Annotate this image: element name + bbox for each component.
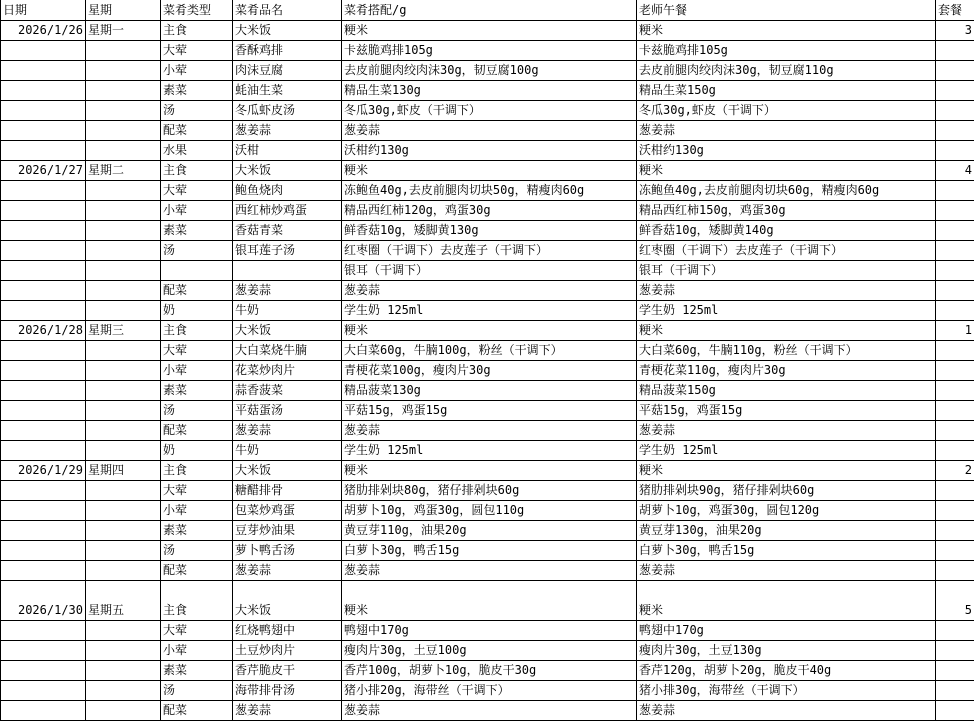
cell-dish-name[interactable]: 葱姜蒜	[233, 560, 342, 580]
cell-dish-type[interactable]: 水果	[161, 140, 233, 160]
cell-dish-type[interactable]: 大荤	[161, 480, 233, 500]
cell-date[interactable]	[1, 440, 86, 460]
cell-dish-name[interactable]	[233, 580, 342, 600]
cell-dish-name[interactable]: 西红柿炒鸡蛋	[233, 200, 342, 220]
table-row	[1, 140, 974, 160]
table-row	[1, 380, 974, 400]
cell-weekday[interactable]	[86, 120, 161, 140]
cell-set-meal[interactable]	[936, 340, 974, 360]
header-cell-dish-name[interactable]: 菜肴品名	[233, 0, 342, 20]
cell-dish-name[interactable]	[233, 260, 342, 280]
cell-date[interactable]	[1, 360, 86, 380]
cell-set-meal[interactable]	[936, 60, 974, 80]
table-row	[1, 320, 974, 340]
cell-dish-type[interactable]: 配菜	[161, 120, 233, 140]
table-row	[1, 700, 974, 720]
table-row	[1, 260, 974, 280]
cell-set-meal[interactable]	[936, 540, 974, 560]
cell-teacher-lunch[interactable]: 粳米	[637, 20, 936, 40]
cell-set-meal[interactable]	[936, 220, 974, 240]
cell-dish-type[interactable]: 大荤	[161, 180, 233, 200]
cell-date[interactable]	[1, 80, 86, 100]
cell-set-meal[interactable]: 5	[936, 600, 974, 620]
cell-dish-type[interactable]	[161, 260, 233, 280]
cell-ingredients[interactable]: 精品生菜130g	[342, 80, 637, 100]
cell-teacher-lunch[interactable]: 粳米	[637, 160, 936, 180]
cell-dish-type[interactable]: 小荤	[161, 500, 233, 520]
cell-weekday[interactable]	[86, 140, 161, 160]
cell-teacher-lunch[interactable]: 葱姜蒜	[637, 420, 936, 440]
cell-ingredients[interactable]: 葱姜蒜	[342, 120, 637, 140]
cell-dish-type[interactable]: 配菜	[161, 560, 233, 580]
cell-date[interactable]	[1, 480, 86, 500]
cell-ingredients[interactable]: 猪肋排剁块80g，猪仔排剁块60g	[342, 480, 637, 500]
cell-weekday[interactable]	[86, 280, 161, 300]
cell-dish-type[interactable]: 素菜	[161, 80, 233, 100]
cell-dish-name[interactable]: 葱姜蒜	[233, 700, 342, 720]
cell-dish-type[interactable]: 主食	[161, 160, 233, 180]
cell-weekday[interactable]	[86, 480, 161, 500]
cell-ingredients[interactable]: 粳米	[342, 20, 637, 40]
cell-dish-type[interactable]: 主食	[161, 320, 233, 340]
cell-weekday[interactable]	[86, 700, 161, 720]
cell-teacher-lunch[interactable]: 猪小排30g，海带丝（干调下）	[637, 680, 936, 700]
cell-date[interactable]	[1, 380, 86, 400]
cell-teacher-lunch[interactable]: 学生奶 125ml	[637, 440, 936, 460]
cell-set-meal[interactable]	[936, 640, 974, 660]
cell-weekday[interactable]	[86, 520, 161, 540]
cell-teacher-lunch[interactable]: 鲜香菇10g，矮脚黄140g	[637, 220, 936, 240]
cell-dish-name[interactable]: 蚝油生菜	[233, 80, 342, 100]
cell-teacher-lunch[interactable]: 精品生菜150g	[637, 80, 936, 100]
table-row	[1, 640, 974, 660]
cell-dish-name[interactable]: 大米饭	[233, 160, 342, 180]
cell-dish-type[interactable]: 汤	[161, 240, 233, 260]
cell-teacher-lunch[interactable]: 卡兹脆鸡排105g	[637, 40, 936, 60]
cell-weekday[interactable]	[86, 660, 161, 680]
cell-dish-type[interactable]	[161, 580, 233, 600]
cell-set-meal[interactable]	[936, 400, 974, 420]
cell-weekday[interactable]: 星期五	[86, 600, 161, 620]
cell-dish-type[interactable]: 奶	[161, 440, 233, 460]
cell-date[interactable]	[1, 420, 86, 440]
cell-date[interactable]	[1, 700, 86, 720]
cell-dish-type[interactable]: 小荤	[161, 60, 233, 80]
cell-ingredients[interactable]: 冬瓜30g,虾皮（干调下）	[342, 100, 637, 120]
cell-weekday[interactable]	[86, 500, 161, 520]
table-row	[1, 20, 974, 40]
table-row	[1, 440, 974, 460]
cell-teacher-lunch[interactable]: 学生奶 125ml	[637, 300, 936, 320]
cell-teacher-lunch[interactable]: 银耳（干调下）	[637, 260, 936, 280]
cell-teacher-lunch[interactable]: 冻鲍鱼40g,去皮前腿肉切块60g，精瘦肉60g	[637, 180, 936, 200]
cell-teacher-lunch[interactable]: 猪肋排剁块90g，猪仔排剁块60g	[637, 480, 936, 500]
header-row	[1, 0, 974, 20]
cell-date[interactable]	[1, 220, 86, 240]
cell-date[interactable]: 2026/1/28	[1, 320, 86, 340]
cell-ingredients[interactable]: 胡萝卜10g，鸡蛋30g，圆包110g	[342, 500, 637, 520]
table-row	[1, 80, 974, 100]
header-cell-date[interactable]: 日期	[1, 0, 86, 20]
cell-date[interactable]	[1, 280, 86, 300]
cell-weekday[interactable]	[86, 100, 161, 120]
cell-set-meal[interactable]: 4	[936, 160, 974, 180]
cell-dish-name[interactable]: 香芹脆皮干	[233, 660, 342, 680]
cell-dish-type[interactable]: 素菜	[161, 220, 233, 240]
table-row	[1, 560, 974, 580]
cell-teacher-lunch[interactable]: 葱姜蒜	[637, 120, 936, 140]
cell-ingredients[interactable]: 精品西红柿120g，鸡蛋30g	[342, 200, 637, 220]
table-row	[1, 200, 974, 220]
header-cell-set-meal[interactable]: 套餐	[936, 0, 974, 20]
cell-date[interactable]	[1, 640, 86, 660]
cell-teacher-lunch[interactable]: 精品西红柿150g，鸡蛋30g	[637, 200, 936, 220]
cell-date[interactable]	[1, 40, 86, 60]
cell-weekday[interactable]	[86, 80, 161, 100]
cell-ingredients[interactable]: 青梗花菜100g，瘦肉片30g	[342, 360, 637, 380]
cell-ingredients[interactable]: 去皮前腿肉绞肉沫30g，韧豆腐100g	[342, 60, 637, 80]
cell-date[interactable]: 2026/1/29	[1, 460, 86, 480]
cell-date[interactable]	[1, 180, 86, 200]
cell-set-meal[interactable]	[936, 100, 974, 120]
cell-ingredients[interactable]: 葱姜蒜	[342, 280, 637, 300]
cell-dish-type[interactable]: 汤	[161, 680, 233, 700]
table-row	[1, 580, 974, 600]
cell-weekday[interactable]: 星期四	[86, 460, 161, 480]
cell-dish-name[interactable]: 葱姜蒜	[233, 420, 342, 440]
cell-teacher-lunch[interactable]: 粳米	[637, 600, 936, 620]
cell-ingredients[interactable]: 学生奶 125ml	[342, 300, 637, 320]
cell-dish-type[interactable]: 素菜	[161, 660, 233, 680]
cell-ingredients[interactable]: 沃柑约130g	[342, 140, 637, 160]
cell-set-meal[interactable]	[936, 240, 974, 260]
cell-weekday[interactable]	[86, 60, 161, 80]
cell-date[interactable]	[1, 520, 86, 540]
cell-dish-name[interactable]: 沃柑	[233, 140, 342, 160]
cell-dish-type[interactable]: 主食	[161, 600, 233, 620]
cell-dish-name[interactable]: 平菇蛋汤	[233, 400, 342, 420]
cell-dish-name[interactable]: 土豆炒肉片	[233, 640, 342, 660]
header-cell-teacher-lunch[interactable]: 老师午餐	[637, 0, 936, 20]
cell-set-meal[interactable]	[936, 80, 974, 100]
cell-date[interactable]	[1, 300, 86, 320]
table-row	[1, 160, 974, 180]
table-row	[1, 100, 974, 120]
cell-ingredients[interactable]: 学生奶 125ml	[342, 440, 637, 460]
cell-ingredients[interactable]: 精品菠菜130g	[342, 380, 637, 400]
cell-dish-type[interactable]: 配菜	[161, 420, 233, 440]
cell-dish-type[interactable]: 奶	[161, 300, 233, 320]
table-row	[1, 340, 974, 360]
cell-ingredients[interactable]: 瘦肉片30g，土豆100g	[342, 640, 637, 660]
table-row	[1, 60, 974, 80]
table-row	[1, 460, 974, 480]
cell-set-meal[interactable]	[936, 280, 974, 300]
cell-weekday[interactable]	[86, 340, 161, 360]
cell-ingredients[interactable]: 鸭翅中170g	[342, 620, 637, 640]
cell-teacher-lunch[interactable]: 黄豆芽130g，油果20g	[637, 520, 936, 540]
cell-ingredients[interactable]: 大白菜60g，牛腩100g，粉丝（干调下）	[342, 340, 637, 360]
cell-dish-name[interactable]: 大米饭	[233, 320, 342, 340]
cell-teacher-lunch[interactable]: 葱姜蒜	[637, 280, 936, 300]
table-row	[1, 540, 974, 560]
cell-dish-name[interactable]: 大米饭	[233, 600, 342, 620]
cell-set-meal[interactable]	[936, 380, 974, 400]
cell-dish-name[interactable]: 香菇青菜	[233, 220, 342, 240]
cell-weekday[interactable]: 星期三	[86, 320, 161, 340]
cell-weekday[interactable]	[86, 640, 161, 660]
cell-weekday[interactable]	[86, 260, 161, 280]
cell-dish-name[interactable]: 银耳莲子汤	[233, 240, 342, 260]
cell-date[interactable]: 2026/1/30	[1, 600, 86, 620]
cell-weekday[interactable]	[86, 620, 161, 640]
cell-dish-name[interactable]: 红烧鸭翅中	[233, 620, 342, 640]
cell-dish-type[interactable]: 大荤	[161, 620, 233, 640]
cell-date[interactable]	[1, 400, 86, 420]
cell-dish-type[interactable]: 配菜	[161, 700, 233, 720]
cell-dish-name[interactable]: 萝卜鸭舌汤	[233, 540, 342, 560]
cell-weekday[interactable]	[86, 240, 161, 260]
cell-dish-type[interactable]: 汤	[161, 400, 233, 420]
cell-weekday[interactable]	[86, 680, 161, 700]
table-row	[1, 520, 974, 540]
cell-date[interactable]	[1, 120, 86, 140]
cell-teacher-lunch[interactable]	[637, 580, 936, 600]
cell-date[interactable]	[1, 60, 86, 80]
cell-set-meal[interactable]	[936, 300, 974, 320]
cell-dish-type[interactable]: 小荤	[161, 200, 233, 220]
cell-set-meal[interactable]	[936, 140, 974, 160]
menu-table-body	[1, 0, 974, 720]
cell-date[interactable]	[1, 260, 86, 280]
cell-ingredients[interactable]: 卡兹脆鸡排105g	[342, 40, 637, 60]
cell-dish-name[interactable]: 冬瓜虾皮汤	[233, 100, 342, 120]
table-row	[1, 300, 974, 320]
cell-ingredients[interactable]: 白萝卜30g，鸭舌15g	[342, 540, 637, 560]
cell-date[interactable]	[1, 100, 86, 120]
cell-dish-name[interactable]: 鲍鱼烧肉	[233, 180, 342, 200]
cell-date[interactable]	[1, 500, 86, 520]
cell-dish-name[interactable]: 大米饭	[233, 20, 342, 40]
table-row	[1, 680, 974, 700]
cell-weekday[interactable]	[86, 180, 161, 200]
cell-dish-type[interactable]: 素菜	[161, 380, 233, 400]
cell-set-meal[interactable]	[936, 500, 974, 520]
cell-set-meal[interactable]	[936, 580, 974, 600]
cell-weekday[interactable]	[86, 360, 161, 380]
cell-weekday[interactable]: 星期二	[86, 160, 161, 180]
cell-set-meal[interactable]	[936, 360, 974, 380]
cell-teacher-lunch[interactable]: 冬瓜30g,虾皮（干调下）	[637, 100, 936, 120]
table-row	[1, 120, 974, 140]
cell-dish-name[interactable]: 包菜炒鸡蛋	[233, 500, 342, 520]
cell-date[interactable]	[1, 620, 86, 640]
cell-date[interactable]: 2026/1/26	[1, 20, 86, 40]
table-row	[1, 660, 974, 680]
cell-teacher-lunch[interactable]: 红枣圈（干调下）去皮莲子（干调下）	[637, 240, 936, 260]
cell-set-meal[interactable]	[936, 560, 974, 580]
header-cell-dish-type[interactable]: 菜肴类型	[161, 0, 233, 20]
table-row	[1, 280, 974, 300]
cell-teacher-lunch[interactable]: 粳米	[637, 460, 936, 480]
cell-date[interactable]	[1, 680, 86, 700]
cell-date[interactable]	[1, 540, 86, 560]
table-row	[1, 500, 974, 520]
cell-ingredients[interactable]: 粳米	[342, 460, 637, 480]
cell-weekday[interactable]	[86, 200, 161, 220]
cell-set-meal[interactable]	[936, 260, 974, 280]
cell-teacher-lunch[interactable]: 胡萝卜10g，鸡蛋30g，圆包120g	[637, 500, 936, 520]
cell-dish-name[interactable]: 牛奶	[233, 300, 342, 320]
cell-dish-name[interactable]: 葱姜蒜	[233, 120, 342, 140]
cell-ingredients[interactable]: 平菇15g，鸡蛋15g	[342, 400, 637, 420]
cell-set-meal[interactable]: 1	[936, 320, 974, 340]
cell-date[interactable]	[1, 580, 86, 600]
header-cell-ingredients[interactable]: 菜肴搭配/g	[342, 0, 637, 20]
cell-ingredients[interactable]: 葱姜蒜	[342, 560, 637, 580]
cell-weekday[interactable]	[86, 400, 161, 420]
cell-dish-name[interactable]: 大米饭	[233, 460, 342, 480]
cell-teacher-lunch[interactable]: 葱姜蒜	[637, 560, 936, 580]
cell-ingredients[interactable]: 冻鲍鱼40g,去皮前腿肉切块50g，精瘦肉60g	[342, 180, 637, 200]
table-row	[1, 240, 974, 260]
cell-weekday[interactable]	[86, 540, 161, 560]
cell-dish-type[interactable]: 素菜	[161, 520, 233, 540]
cell-dish-name[interactable]: 豆芽炒油果	[233, 520, 342, 540]
cell-ingredients[interactable]: 葱姜蒜	[342, 700, 637, 720]
cell-teacher-lunch[interactable]: 白萝卜30g，鸭舌15g	[637, 540, 936, 560]
table-row	[1, 400, 974, 420]
table-row	[1, 420, 974, 440]
cell-ingredients[interactable]: 鲜香菇10g，矮脚黄130g	[342, 220, 637, 240]
cell-set-meal[interactable]	[936, 620, 974, 640]
table-row	[1, 40, 974, 60]
cell-set-meal[interactable]	[936, 520, 974, 540]
cell-date[interactable]	[1, 140, 86, 160]
cell-set-meal[interactable]	[936, 420, 974, 440]
cell-ingredients[interactable]: 粳米	[342, 600, 637, 620]
cell-dish-type[interactable]: 小荤	[161, 360, 233, 380]
cell-weekday[interactable]	[86, 40, 161, 60]
cell-ingredients[interactable]: 银耳（干调下）	[342, 260, 637, 280]
cell-set-meal[interactable]	[936, 200, 974, 220]
cell-date[interactable]	[1, 240, 86, 260]
table-row	[1, 220, 974, 240]
cell-dish-type[interactable]: 主食	[161, 460, 233, 480]
cell-set-meal[interactable]	[936, 40, 974, 60]
cell-dish-name[interactable]: 大白菜烧牛腩	[233, 340, 342, 360]
cell-set-meal[interactable]	[936, 660, 974, 680]
cell-teacher-lunch[interactable]: 去皮前腿肉绞肉沫30g，韧豆腐110g	[637, 60, 936, 80]
cell-teacher-lunch[interactable]: 鸭翅中170g	[637, 620, 936, 640]
table-row	[1, 600, 974, 620]
cell-teacher-lunch[interactable]: 平菇15g，鸡蛋15g	[637, 400, 936, 420]
cell-dish-name[interactable]: 葱姜蒜	[233, 280, 342, 300]
cell-weekday[interactable]	[86, 580, 161, 600]
table-row	[1, 620, 974, 640]
header-cell-weekday[interactable]: 星期	[86, 0, 161, 20]
cell-teacher-lunch[interactable]: 大白菜60g，牛腩110g，粉丝（干调下）	[637, 340, 936, 360]
cell-weekday[interactable]	[86, 300, 161, 320]
cell-dish-type[interactable]: 大荤	[161, 40, 233, 60]
cell-teacher-lunch[interactable]: 香芹120g，胡萝卜20g，脆皮干40g	[637, 660, 936, 680]
cell-date[interactable]: 2026/1/27	[1, 160, 86, 180]
cell-dish-type[interactable]: 大荤	[161, 340, 233, 360]
cell-set-meal[interactable]: 2	[936, 460, 974, 480]
cell-ingredients[interactable]: 粳米	[342, 320, 637, 340]
cell-weekday[interactable]	[86, 420, 161, 440]
cell-dish-name[interactable]: 牛奶	[233, 440, 342, 460]
cell-dish-name[interactable]: 糖醋排骨	[233, 480, 342, 500]
cell-ingredients[interactable]	[342, 580, 637, 600]
table-row	[1, 360, 974, 380]
cell-ingredients[interactable]: 黄豆芽110g，油果20g	[342, 520, 637, 540]
cell-teacher-lunch[interactable]: 青梗花菜110g，瘦肉片30g	[637, 360, 936, 380]
cell-weekday[interactable]	[86, 220, 161, 240]
cell-dish-name[interactable]: 花菜炒肉片	[233, 360, 342, 380]
cell-date[interactable]	[1, 340, 86, 360]
cell-set-meal[interactable]	[936, 480, 974, 500]
cell-teacher-lunch[interactable]: 精品菠菜150g	[637, 380, 936, 400]
cell-ingredients[interactable]: 猪小排20g，海带丝（干调下）	[342, 680, 637, 700]
table-row	[1, 180, 974, 200]
cell-ingredients[interactable]: 粳米	[342, 160, 637, 180]
cell-date[interactable]	[1, 200, 86, 220]
cell-teacher-lunch[interactable]: 沃柑约130g	[637, 140, 936, 160]
cell-weekday[interactable]: 星期一	[86, 20, 161, 40]
cell-set-meal[interactable]	[936, 120, 974, 140]
cell-ingredients[interactable]: 葱姜蒜	[342, 420, 637, 440]
cell-set-meal[interactable]	[936, 440, 974, 460]
cell-ingredients[interactable]: 香芹100g，胡萝卜10g，脆皮干30g	[342, 660, 637, 680]
cell-dish-type[interactable]: 汤	[161, 100, 233, 120]
cell-set-meal[interactable]	[936, 680, 974, 700]
cell-set-meal[interactable]: 3	[936, 20, 974, 40]
cell-teacher-lunch[interactable]: 瘦肉片30g，土豆130g	[637, 640, 936, 660]
cell-ingredients[interactable]: 红枣圈（干调下）去皮莲子（干调下）	[342, 240, 637, 260]
table-row	[1, 480, 974, 500]
cell-date[interactable]	[1, 560, 86, 580]
cell-teacher-lunch[interactable]: 葱姜蒜	[637, 700, 936, 720]
cell-dish-name[interactable]: 蒜香菠菜	[233, 380, 342, 400]
cell-dish-name[interactable]: 海带排骨汤	[233, 680, 342, 700]
cell-weekday[interactable]	[86, 440, 161, 460]
cell-dish-name[interactable]: 肉沫豆腐	[233, 60, 342, 80]
cell-date[interactable]	[1, 660, 86, 680]
cell-dish-name[interactable]: 香酥鸡排	[233, 40, 342, 60]
cell-set-meal[interactable]	[936, 700, 974, 720]
cell-weekday[interactable]	[86, 380, 161, 400]
cell-dish-type[interactable]: 汤	[161, 540, 233, 560]
cell-dish-type[interactable]: 小荤	[161, 640, 233, 660]
cell-dish-type[interactable]: 配菜	[161, 280, 233, 300]
cell-teacher-lunch[interactable]: 粳米	[637, 320, 936, 340]
cell-weekday[interactable]	[86, 560, 161, 580]
cell-dish-type[interactable]: 主食	[161, 20, 233, 40]
cell-set-meal[interactable]	[936, 180, 974, 200]
